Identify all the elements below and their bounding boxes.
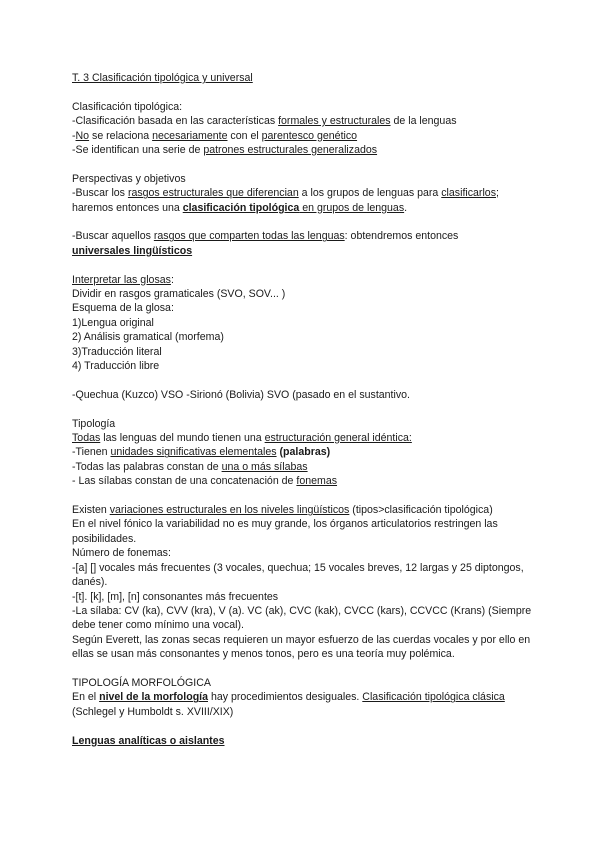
glosas-heading: Interpretar las glosas: bbox=[72, 273, 174, 286]
spacer bbox=[72, 662, 532, 676]
spacer bbox=[72, 719, 532, 733]
spacer bbox=[72, 215, 532, 229]
clasificacion-line-2: -No se relaciona necesariamente con el parentesco genético bbox=[72, 129, 358, 142]
spacer bbox=[72, 85, 532, 99]
glosa-item: 3)Traducción literal bbox=[72, 345, 162, 358]
perspectivas-line-1: -Buscar los rasgos estructurales que diferencian a los grupos de lenguas para clasificarlos; bbox=[72, 187, 499, 200]
glosas-line-2: Esquema de la glosa: bbox=[72, 302, 174, 315]
clasificacion-line-1: -Clasificación basada en las características formales y estructurales de la lenguas bbox=[72, 115, 457, 128]
tipologia-heading: Tipología bbox=[72, 417, 116, 430]
clasificacion-line-3: -Se identifican una serie de patrones estructurales generalizados bbox=[72, 144, 378, 157]
spacer bbox=[72, 373, 532, 387]
spacer bbox=[72, 402, 532, 416]
clasificacion-heading: Clasificación tipológica: bbox=[72, 100, 183, 113]
tipologia-line-4: - Las sílabas constan de una concatenación de fonemas bbox=[72, 475, 338, 488]
variaciones-line-5: -[t]. [k], [m], [n] consonantes más frecuentes bbox=[72, 590, 279, 603]
variaciones-line-7: Según Everett, las zonas secas requieren un mayor esfuerzo de las cuerdas vocales y por ello en ellas se usan más consonantes y menos tonos, pero es una teoría muy polémica. bbox=[72, 633, 531, 661]
tipologia-line-2: -Tienen unidades significativas elementales (palabras) bbox=[72, 446, 331, 459]
spacer bbox=[72, 258, 532, 272]
glosa-item: 4) Traducción libre bbox=[72, 360, 160, 373]
morfologica-heading: TIPOLOGÍA MORFOLÓGICA bbox=[72, 676, 211, 689]
variaciones-line-4: -[a] [] vocales más frecuentes (3 vocales, quechua; 15 vocales breves, 12 largas y 25 diptongos, danés). bbox=[72, 561, 524, 589]
glosas-line-1: Dividir en rasgos gramaticales (SVO, SOV... ) bbox=[72, 288, 286, 301]
variaciones-line-3: Número de fonemas: bbox=[72, 547, 171, 560]
perspectivas-line-2: haremos entonces una clasificación tipológica en grupos de lenguas. bbox=[72, 201, 408, 214]
document-title: T. 3 Clasificación tipológica y universal bbox=[72, 72, 253, 84]
variaciones-line-2: En el nivel fónico la variabilidad no es muy grande, los órganos articulatorios restringen las posibilidades. bbox=[72, 518, 498, 545]
universales-linguisticos: universales lingüísticos bbox=[72, 244, 193, 257]
variaciones-line-1: Existen variaciones estructurales en los niveles lingüísticos (tipos>clasificación tipológica) bbox=[72, 504, 493, 517]
perspectivas-heading: Perspectivas y objetivos bbox=[72, 172, 186, 185]
tipologia-line-1: Todas las lenguas del mundo tienen una estructuración general idéntica: bbox=[72, 432, 412, 445]
document-page bbox=[72, 71, 532, 748]
spacer bbox=[72, 157, 532, 171]
morfologica-line-1: En el nivel de la morfología hay procedimientos desiguales. Clasificación tipológica clásica bbox=[72, 691, 505, 704]
glosa-item: 1)Lengua original bbox=[72, 316, 154, 329]
spacer bbox=[72, 489, 532, 503]
variaciones-line-6: -La sílaba: CV (ka), CVV (kra), V (a). VC (ak), CVC (kak), CVCC (kars), CCVCC (Krans) (Siempre debe tener como mínimo una vocal). bbox=[72, 604, 532, 632]
glosa-item: 2) Análisis gramatical (morfema) bbox=[72, 331, 224, 344]
perspectivas-line-3: -Buscar aquellos rasgos que comparten todas las lenguas: obtendremos entonces bbox=[72, 230, 459, 243]
lenguas-analiticas-heading: Lenguas analíticas o aislantes bbox=[72, 734, 225, 747]
tipologia-line-3: -Todas las palabras constan de una o más sílabas bbox=[72, 460, 308, 473]
morfologica-line-2: (Schlegel y Humboldt s. XVIII/XIX) bbox=[72, 705, 234, 718]
glosas-example: -Quechua (Kuzco) VSO -Sirionó (Bolivia) SVO (pasado en el sustantivo. bbox=[72, 388, 410, 401]
